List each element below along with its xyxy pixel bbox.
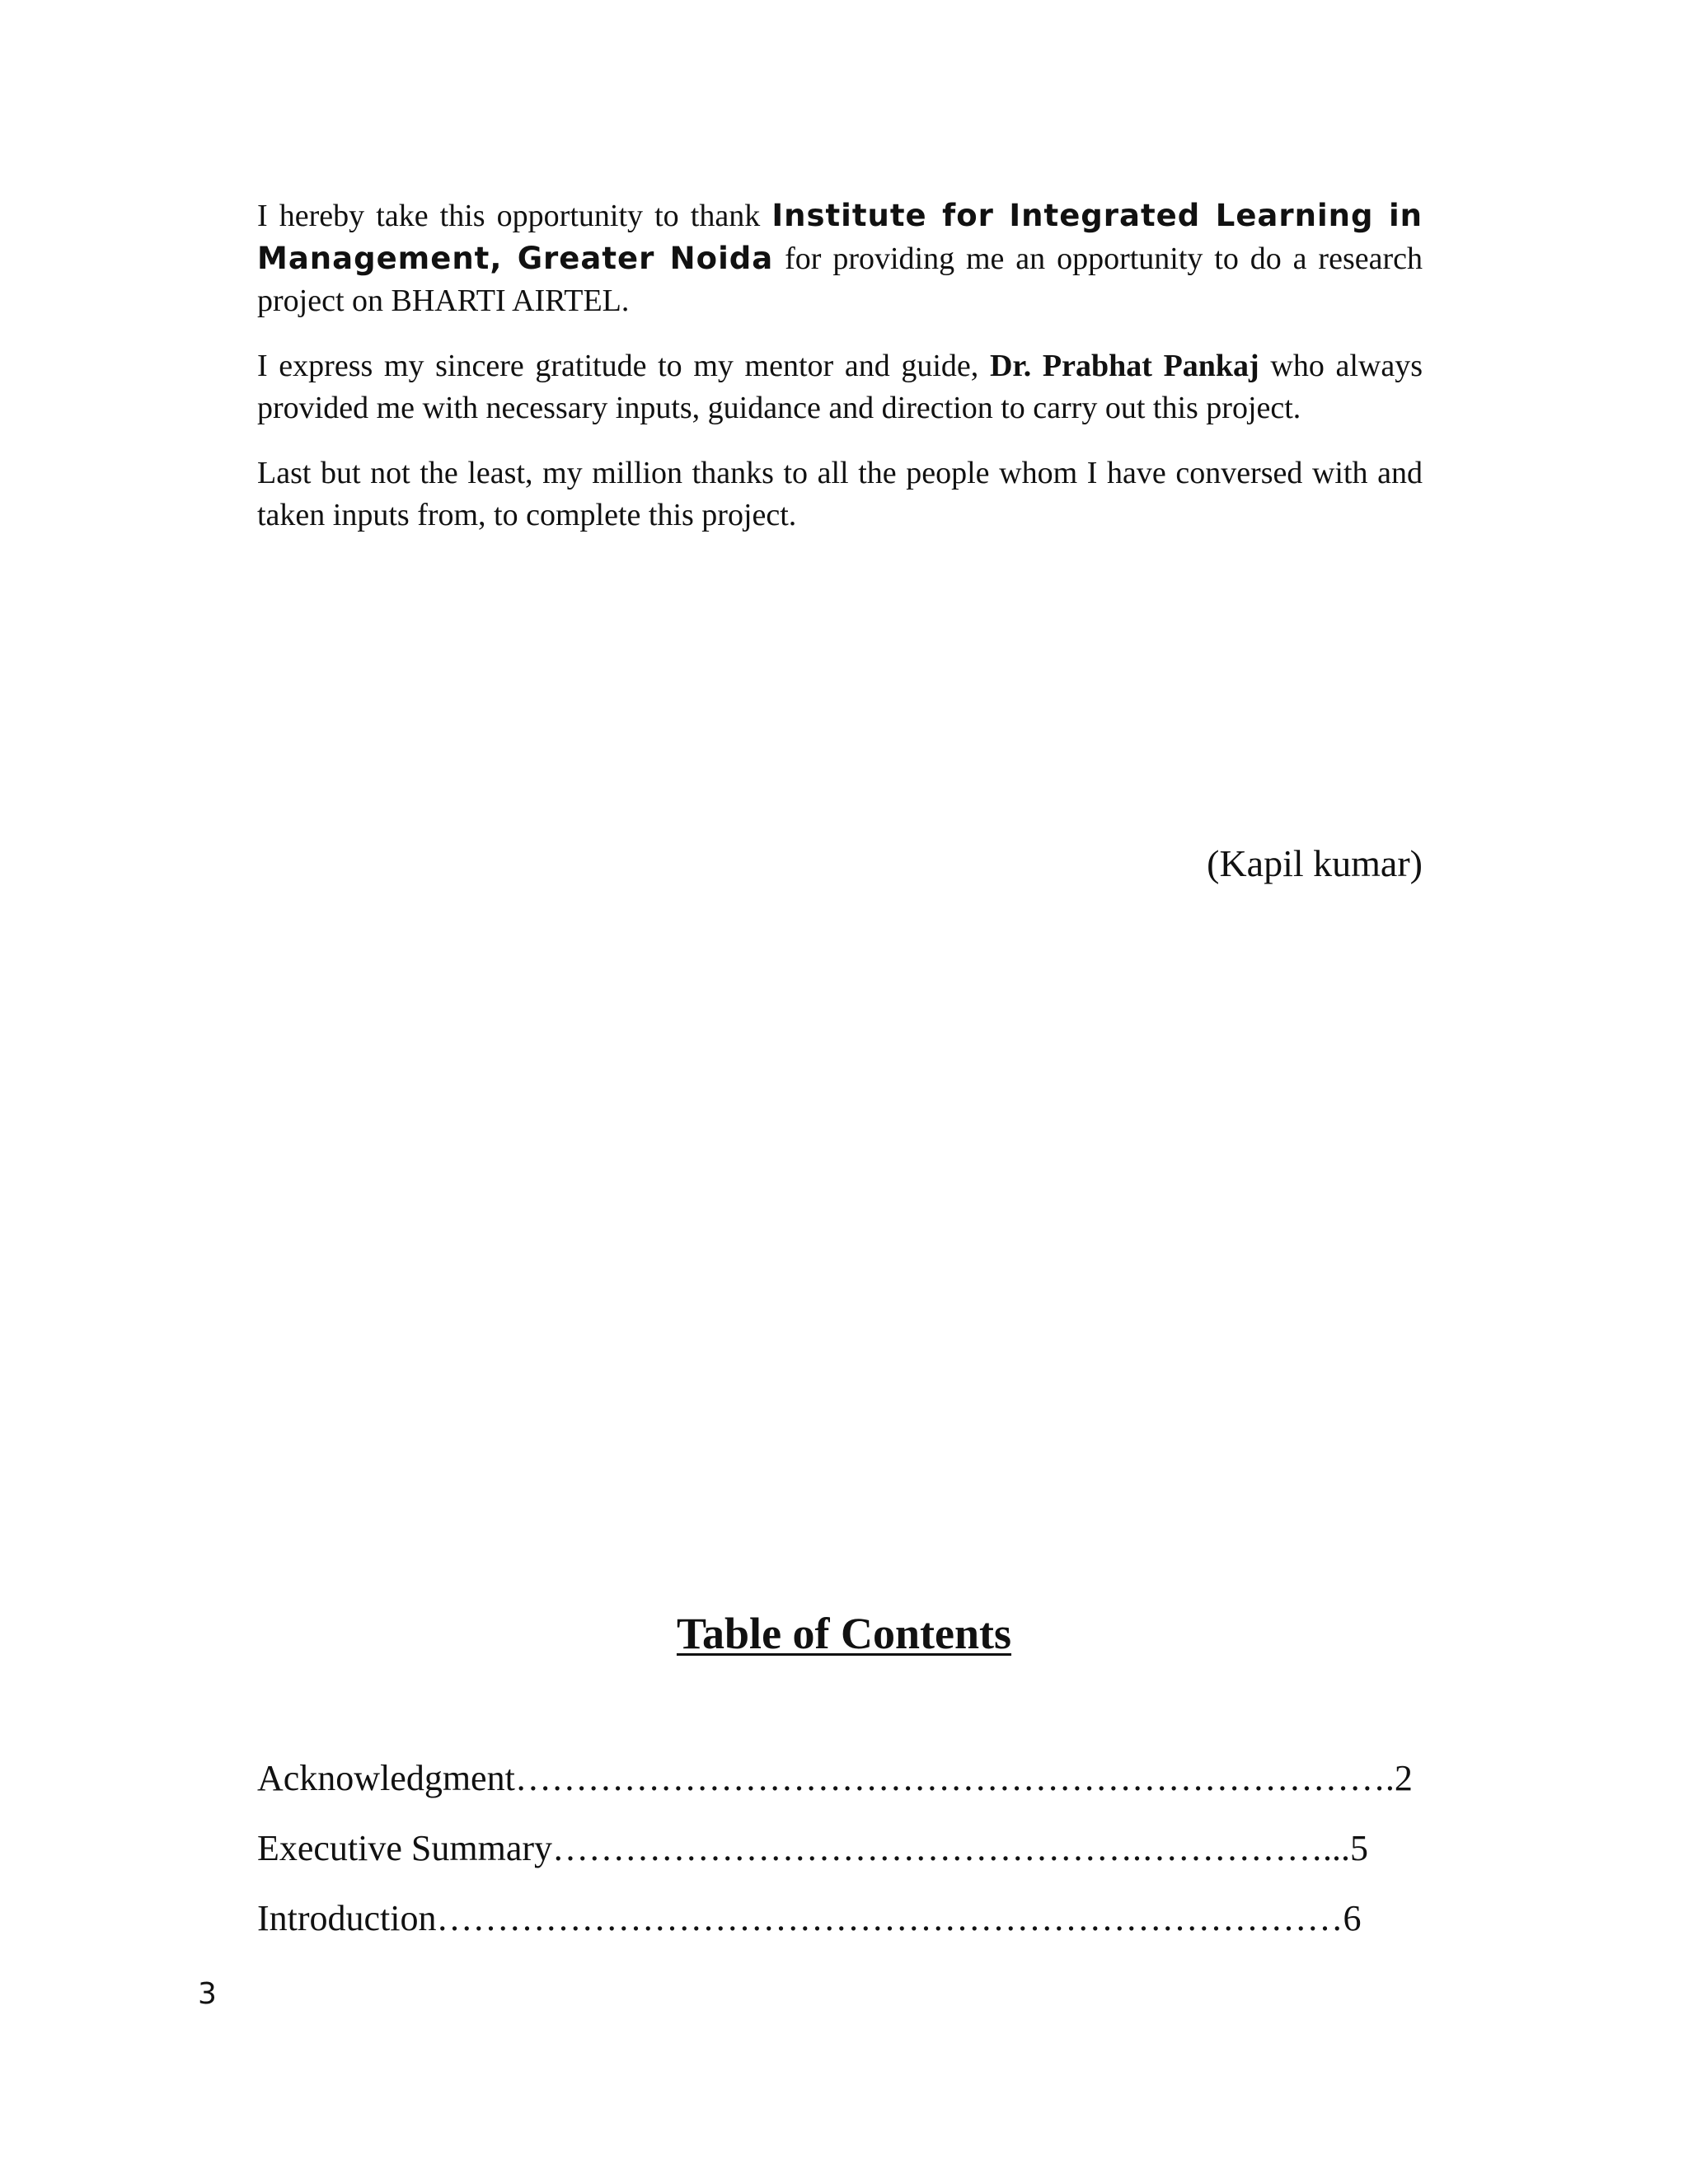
acknowledgment-section [257,194,1423,560]
paragraph-1-text-start: I hereby take this opportunity to thank [257,199,772,233]
toc-entry-executive-summary: Executive Summary………………………………………….……………...5 [257,1828,1369,1868]
acknowledgment-paragraph-2 [257,345,1423,429]
page-number: 3 [198,1977,217,2011]
paragraph-2-text-end: who always provided me with necessary inputs, guidance and direction to carry out this project. [257,349,1423,425]
author-signature: (Kapil kumar) [1207,842,1423,884]
paragraph-1-text-end: for providing me an opportunity to do a research project on BHARTI AIRTEL. [257,241,1423,318]
mentor-name: Dr. Prabhat Pankaj [989,349,1259,383]
toc-list [257,1754,1493,1964]
acknowledgment-paragraph-3: Last but not the least, my million thanks to all the people whom I have conversed with and taken inputs from, to complete this project. [257,456,1423,532]
toc-entry-acknowledgment: Acknowledgment……………………………………………………………….2 [257,1758,1413,1798]
toc-entry-introduction: Introduction…………………………………………………………………6 [257,1898,1362,1938]
paragraph-2-text-start: I express my sincere gratitude to my mentor and guide, [257,349,990,383]
institute-name: Institute for Integrated Learning in Management, Greater Noida [257,198,1423,276]
acknowledgment-paragraph-1 [257,194,1423,322]
toc-title: Table of Contents [676,1609,1012,1658]
